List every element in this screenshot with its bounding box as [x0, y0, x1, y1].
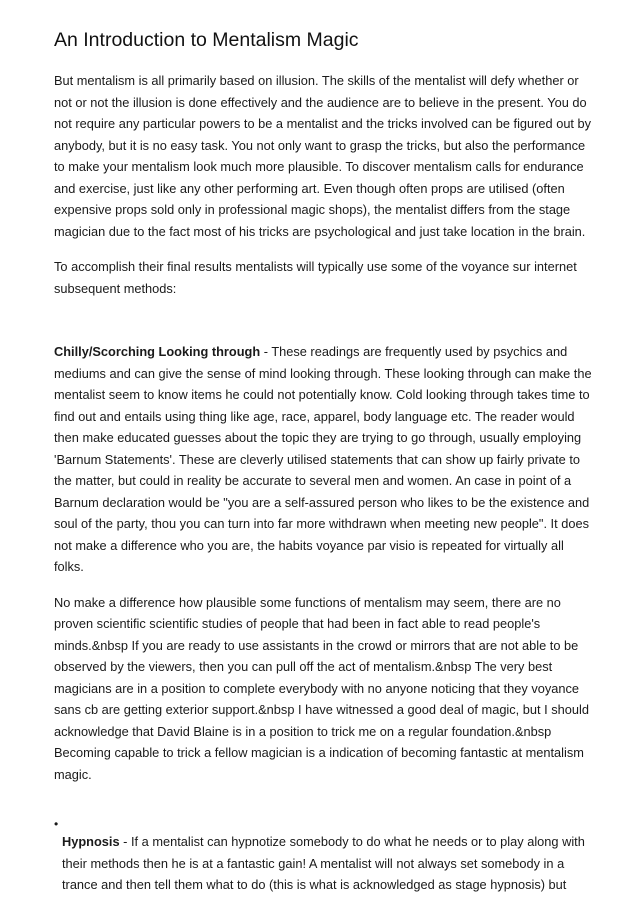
bullet-item-hypnosis [54, 817, 594, 896]
cold-reading-text: - These readings are frequently used by psychics and mediums and can give the sense of mind looking through. These looking through can make the mentalist seem to know items he could not potentially know. Cold looking through takes time to find out and entails using thing like age, race, apparel, body language etc. The reader would then make educated guesses about the topic they are trying to go through, usually employing 'Barnum Statements'. These are cleverly utilised statements that can show up fairly private to the matter, but could in reality be accurate to several men and women. An case in point of a Barnum declaration would be "you are a self-assured person who likes to be the existence and soul of the party, thou you can turn into far more withdrawn when meeting new people". It does not make a difference who you are, the habits voyance par visio is repeated for virtually all folks. [54, 344, 592, 574]
paragraph-intro: But mentalism is all primarily based on illusion. The skills of the mentalist will defy whether or not or not the illusion is done effectively and the audience are to believe in the present. You do not require any particular powers to be a mentalist and the tricks involved can be figured out by anybody, but it is no easy task. You not only want to grasp the tricks, but also the performance to make your mentalism look much more plausible. To discover mentalism calls for endurance and exercise, just like any other performing art. Even though often props are utilised (often expensive props sold only in professional magic shops), the mentalist differs from the stage magician due to the fact most of his tricks are psychological and just take location in the brain. [54, 73, 592, 239]
hypnosis-text: - If a mentalist can hypnotize somebody to do what he needs or to play along with their methods then he is at a fantastic gain! A mentalist will not always set somebody in a trance and then tell them what to do (this is what is acknowledged as stage hypnosis) but [62, 834, 585, 892]
term-hypnosis: Hypnosis [62, 834, 120, 849]
paragraph-methods-intro: To accomplish their final results mentalists will typically use some of the voyance sur internet subsequent methods: [54, 259, 577, 296]
document-title: An Introduction to Mentalism Magic [54, 29, 359, 51]
bullet-marker: • [54, 817, 59, 831]
paragraph-scientific-studies: No make a difference how plausible some functions of mentalism may seem, there are no proven scientific scientific studies of people that had been in fact able to read people's minds.&nbsp If you are ready to use assistants in the crowd or mirrors that are not able to be observed by the viewers, then you can pull off the act of mentalism.&nbsp The very best magicians are in a position to complete everybody with no anyone noticing that they voyance sans cb are getting exterior support.&nbsp I have witnessed a good deal of magic, but I should acknowledge that David Blaine is in a position to trick me on a regular foundation.&nbsp Becoming capable to trick a fellow magician is a indication of becoming fantastic at mentalism magic. [54, 594, 589, 782]
paragraph-cold-reading [54, 341, 594, 578]
bullet-text-hypnosis [54, 831, 594, 896]
document-page [54, 28, 594, 896]
term-cold-reading: Chilly/Scorching Looking through [54, 344, 261, 359]
